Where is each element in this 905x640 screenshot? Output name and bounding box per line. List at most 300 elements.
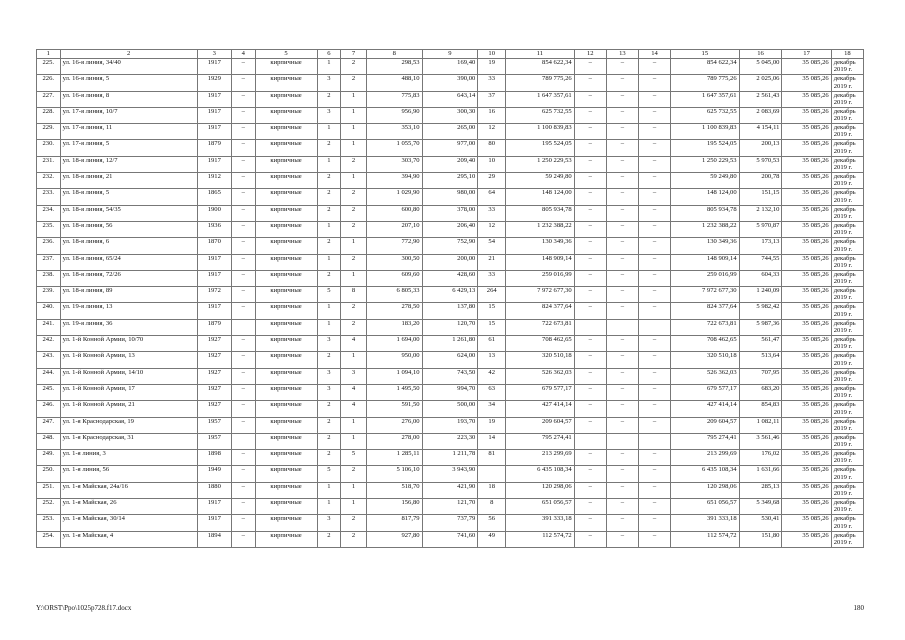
table-cell: – (606, 156, 638, 172)
table-cell: 148 124,00 (506, 189, 575, 205)
table-cell: 1880 (197, 482, 231, 498)
table-cell: кирпичные (255, 270, 317, 286)
table-cell: 2 (341, 59, 367, 75)
table-cell: – (606, 205, 638, 221)
table-cell: 2 (317, 189, 341, 205)
table-cell: 1929 (197, 75, 231, 91)
table-cell: – (606, 531, 638, 547)
column-number: 18 (831, 50, 863, 59)
table-cell (231, 433, 255, 449)
table-cell: – (638, 238, 670, 254)
table-cell: 824 377,64 (671, 303, 740, 319)
table-cell: 1927 (197, 401, 231, 417)
table-cell (574, 433, 606, 449)
table-cell: – (231, 107, 255, 123)
table-cell: – (574, 352, 606, 368)
table-cell: 3 (341, 368, 367, 384)
table-cell: 2 (341, 303, 367, 319)
table-cell: 854 622,34 (506, 59, 575, 75)
table-cell: ул. 1-я Краснодарская, 31 (60, 433, 197, 449)
table-cell: 300,50 (366, 254, 422, 270)
table-cell: 195 524,05 (671, 140, 740, 156)
table-cell: 1917 (197, 303, 231, 319)
table-cell: – (231, 59, 255, 75)
table-cell: 1 (341, 140, 367, 156)
table-cell: – (231, 499, 255, 515)
table-cell: 35 085,26 (782, 450, 831, 466)
table-cell: 980,00 (422, 189, 478, 205)
table-cell: 1 094,10 (366, 368, 422, 384)
table-cell: 206,40 (422, 221, 478, 237)
table-cell: – (606, 499, 638, 515)
table-cell: кирпичные (255, 319, 317, 335)
table-cell: 295,10 (422, 173, 478, 189)
table-cell: 1879 (197, 140, 231, 156)
column-number: 8 (366, 50, 422, 59)
table-cell: 37 (478, 91, 506, 107)
table-row (37, 124, 864, 140)
table-cell: – (638, 515, 670, 531)
table-cell: кирпичные (255, 91, 317, 107)
table-cell: 225. (37, 59, 61, 75)
table-cell: ул. 19-я линия, 36 (60, 319, 197, 335)
table-cell: 2 (341, 221, 367, 237)
table-cell: 35 085,26 (782, 254, 831, 270)
table-cell: 148 909,14 (671, 254, 740, 270)
table-cell: ул. 18-я линия, 89 (60, 287, 197, 303)
table-cell: 2 (317, 238, 341, 254)
table-cell: декабрь 2019 г. (831, 482, 863, 498)
table-cell: 148 124,00 (671, 189, 740, 205)
table-cell: декабрь 2019 г. (831, 384, 863, 400)
table-cell: 683,20 (739, 384, 782, 400)
table-cell: – (606, 107, 638, 123)
table-cell: 1 (317, 303, 341, 319)
table-cell: 651 056,57 (506, 499, 575, 515)
table-cell: – (231, 238, 255, 254)
table-cell: 156,80 (366, 499, 422, 515)
table-cell: 391 333,18 (506, 515, 575, 531)
table-cell: 183,20 (366, 319, 422, 335)
table-cell: 35 085,26 (782, 156, 831, 172)
table-cell: – (638, 352, 670, 368)
table-cell: декабрь 2019 г. (831, 107, 863, 123)
table-cell: 1 (341, 173, 367, 189)
table-cell: 604,33 (739, 270, 782, 286)
table-cell: 1 694,00 (366, 336, 422, 352)
table-cell: ул. 17-я линия, 11 (60, 124, 197, 140)
table-row (37, 205, 864, 221)
table-cell: 2 (341, 189, 367, 205)
table-cell: 1 211,78 (422, 450, 478, 466)
table-cell: – (638, 59, 670, 75)
table-cell: ул. 1-й Конной Армии, 21 (60, 401, 197, 417)
table-cell: 226. (37, 75, 61, 91)
table-cell: – (574, 238, 606, 254)
table-cell: декабрь 2019 г. (831, 466, 863, 482)
table-cell: кирпичные (255, 433, 317, 449)
table-row (37, 319, 864, 335)
table-cell: ул. 18-я линия, 21 (60, 173, 197, 189)
table-cell: 1917 (197, 91, 231, 107)
table-cell: – (231, 482, 255, 498)
table-cell: 80 (478, 140, 506, 156)
table-cell: – (638, 173, 670, 189)
table-cell: кирпичные (255, 107, 317, 123)
table-cell: 1917 (197, 270, 231, 286)
table-cell: 6 429,13 (422, 287, 478, 303)
table-cell: – (606, 254, 638, 270)
table-cell: – (231, 91, 255, 107)
table-row (37, 401, 864, 417)
table-cell (606, 319, 638, 335)
table-cell: ул. 1-я линия, 56 (60, 466, 197, 482)
table-cell: 64 (478, 189, 506, 205)
table-cell: 200,13 (739, 140, 782, 156)
table-cell: 391 333,18 (671, 515, 740, 531)
table-cell: 1917 (197, 59, 231, 75)
table-cell: 35 085,26 (782, 531, 831, 547)
table-header (37, 50, 864, 59)
table-row (37, 368, 864, 384)
column-number: 14 (638, 50, 670, 59)
table-cell: 1912 (197, 173, 231, 189)
table-cell: ул. 1-я Майская, 26 (60, 499, 197, 515)
table-cell: 33 (478, 75, 506, 91)
column-number: 4 (231, 50, 255, 59)
table-cell: – (574, 91, 606, 107)
table-row (37, 189, 864, 205)
table-cell: декабрь 2019 г. (831, 499, 863, 515)
table-cell: 35 085,26 (782, 499, 831, 515)
table-cell: 3 (317, 107, 341, 123)
table-cell: – (638, 303, 670, 319)
table-cell: 1 647 357,61 (506, 91, 575, 107)
table-cell: – (231, 515, 255, 531)
table-cell: 5 106,10 (366, 466, 422, 482)
table-cell: 1 631,66 (739, 466, 782, 482)
table-cell: – (606, 482, 638, 498)
table-cell: кирпичные (255, 352, 317, 368)
table-cell: 244. (37, 368, 61, 384)
table-cell: 151,15 (739, 189, 782, 205)
table-cell: 3 (317, 384, 341, 400)
table-cell: 1 (341, 124, 367, 140)
table-cell: 805 934,78 (671, 205, 740, 221)
table-cell: 300,30 (422, 107, 478, 123)
table-row (37, 450, 864, 466)
table-cell: 1949 (197, 466, 231, 482)
column-number: 7 (341, 50, 367, 59)
table-cell: 49 (478, 531, 506, 547)
table-cell: 1 240,09 (739, 287, 782, 303)
table-cell: 227. (37, 91, 61, 107)
table-cell: – (638, 221, 670, 237)
table-cell: 56 (478, 515, 506, 531)
table-cell: 1917 (197, 515, 231, 531)
table-cell: 744,55 (739, 254, 782, 270)
table-cell: 173,13 (739, 238, 782, 254)
table-row (37, 433, 864, 449)
table-row (37, 303, 864, 319)
table-cell: 5 349,68 (739, 499, 782, 515)
table-cell: – (231, 140, 255, 156)
table-cell: – (638, 287, 670, 303)
table-cell: 7 972 677,30 (506, 287, 575, 303)
table-cell: 81 (478, 450, 506, 466)
table-cell: 4 (341, 401, 367, 417)
table-cell: 1 (317, 59, 341, 75)
table-cell: декабрь 2019 г. (831, 515, 863, 531)
table-cell: – (638, 91, 670, 107)
table-cell: 2 025,06 (739, 75, 782, 91)
table-cell: 4 154,11 (739, 124, 782, 140)
table-cell: кирпичные (255, 417, 317, 433)
table-cell: кирпичные (255, 238, 317, 254)
table-cell: – (231, 352, 255, 368)
table-cell: декабрь 2019 г. (831, 417, 863, 433)
table-cell: 1 647 357,61 (671, 91, 740, 107)
table-cell (231, 319, 255, 335)
table-cell: 1 (341, 499, 367, 515)
table-cell: 1936 (197, 221, 231, 237)
table-cell: 249. (37, 450, 61, 466)
table-cell: 679 577,17 (506, 384, 575, 400)
table-row (37, 287, 864, 303)
table-cell: 264 (478, 287, 506, 303)
table-cell: 35 085,26 (782, 482, 831, 498)
table-cell: 500,00 (422, 401, 478, 417)
column-number: 15 (671, 50, 740, 59)
table-cell: 245. (37, 384, 61, 400)
table-cell: 35 085,26 (782, 401, 831, 417)
table-cell: 1 055,70 (366, 140, 422, 156)
table-cell: декабрь 2019 г. (831, 450, 863, 466)
table-cell: 33 (478, 205, 506, 221)
table-cell: 121,70 (422, 499, 478, 515)
table-cell: 15 (478, 319, 506, 335)
table-row (37, 499, 864, 515)
table-cell: 956,90 (366, 107, 422, 123)
table-cell: декабрь 2019 г. (831, 303, 863, 319)
table-cell: кирпичные (255, 140, 317, 156)
table-cell: 824 377,64 (506, 303, 575, 319)
table-cell: 2 (317, 433, 341, 449)
table-cell: 3 561,46 (739, 433, 782, 449)
table-cell: кирпичные (255, 384, 317, 400)
table-cell: 236. (37, 238, 61, 254)
table-cell: 854,83 (739, 401, 782, 417)
table-cell: – (574, 303, 606, 319)
table-cell: – (574, 173, 606, 189)
table-cell: – (638, 417, 670, 433)
table-cell: 1 495,50 (366, 384, 422, 400)
table-cell: 4 (341, 336, 367, 352)
table-row (37, 107, 864, 123)
table-cell (606, 433, 638, 449)
document-sheet (36, 49, 864, 548)
table-cell: кирпичные (255, 189, 317, 205)
table-cell: – (574, 466, 606, 482)
table-cell: 13 (478, 352, 506, 368)
table-cell: 2 (341, 75, 367, 91)
table-cell: 1 232 388,22 (671, 221, 740, 237)
table-cell: 19 (478, 59, 506, 75)
table-cell: 200,00 (422, 254, 478, 270)
table-cell: 320 510,18 (506, 352, 575, 368)
table-cell: – (231, 156, 255, 172)
table-cell: ул. 1-й Конной Армии, 14/10 (60, 368, 197, 384)
table-cell: 250. (37, 466, 61, 482)
table-cell: 248. (37, 433, 61, 449)
table-cell: ул. 16-я линия, 34/40 (60, 59, 197, 75)
table-cell: – (231, 287, 255, 303)
table-cell: 10 (478, 156, 506, 172)
table-cell: 561,47 (739, 336, 782, 352)
table-cell: – (638, 499, 670, 515)
column-number: 10 (478, 50, 506, 59)
table-cell: 112 574,72 (506, 531, 575, 547)
table-cell: 278,50 (366, 303, 422, 319)
table-cell: 805 934,78 (506, 205, 575, 221)
table-cell: 35 085,26 (782, 107, 831, 123)
table-cell: 193,70 (422, 417, 478, 433)
table-cell: декабрь 2019 г. (831, 368, 863, 384)
table-cell: – (638, 189, 670, 205)
table-cell: – (606, 303, 638, 319)
column-number: 11 (506, 50, 575, 59)
table-cell: – (638, 401, 670, 417)
table-cell: ул. 17-я линия, 10/7 (60, 107, 197, 123)
table-cell: – (606, 59, 638, 75)
table-cell: 708 462,65 (671, 336, 740, 352)
table-cell: 2 (317, 401, 341, 417)
table-cell: 247. (37, 417, 61, 433)
table-cell: – (231, 270, 255, 286)
table-row (37, 238, 864, 254)
table-cell: 394,90 (366, 173, 422, 189)
table-cell: 1 (341, 91, 367, 107)
table-cell: – (638, 368, 670, 384)
table-cell: 19 (478, 417, 506, 433)
table-cell: 35 085,26 (782, 124, 831, 140)
table-cell (638, 319, 670, 335)
table-cell: кирпичные (255, 221, 317, 237)
table-cell: 1 029,90 (366, 189, 422, 205)
table-cell: 130 349,36 (506, 238, 575, 254)
table-cell: – (606, 368, 638, 384)
table-cell: – (574, 270, 606, 286)
table-cell: декабрь 2019 г. (831, 91, 863, 107)
table-cell: декабрь 2019 г. (831, 254, 863, 270)
table-cell: – (574, 417, 606, 433)
table-cell: кирпичные (255, 59, 317, 75)
table-cell: – (574, 336, 606, 352)
table-cell: 2 (317, 352, 341, 368)
table-cell: 1 (341, 238, 367, 254)
table-cell: ул. 1-я Майская, 4 (60, 531, 197, 547)
table-cell: – (638, 531, 670, 547)
table-cell: декабрь 2019 г. (831, 189, 863, 205)
table-cell: 1 100 839,83 (506, 124, 575, 140)
table-cell: 120 298,06 (506, 482, 575, 498)
table-cell: 176,02 (739, 450, 782, 466)
table-cell: 3 (317, 368, 341, 384)
table-cell: 228. (37, 107, 61, 123)
table-cell: – (231, 336, 255, 352)
table-cell: 1879 (197, 319, 231, 335)
table-cell: 2 (317, 205, 341, 221)
table-cell: 209 604,57 (671, 417, 740, 433)
table-cell: 1 (341, 107, 367, 123)
table-cell: 35 085,26 (782, 205, 831, 221)
table-cell: 1 (317, 156, 341, 172)
table-cell: 3 (317, 336, 341, 352)
table-cell: 488,10 (366, 75, 422, 91)
table-cell: 526 362,03 (671, 368, 740, 384)
table-cell: 35 085,26 (782, 91, 831, 107)
table-cell: кирпичные (255, 450, 317, 466)
table-cell: 169,40 (422, 59, 478, 75)
table-cell: 977,00 (422, 140, 478, 156)
table-cell: декабрь 2019 г. (831, 59, 863, 75)
table-cell: 679 577,17 (671, 384, 740, 400)
table-cell: 1865 (197, 189, 231, 205)
table-cell: 1 (341, 417, 367, 433)
table-row (37, 91, 864, 107)
column-number: 5 (255, 50, 317, 59)
table-cell: ул. 16-я линия, 8 (60, 91, 197, 107)
table-cell: 927,80 (366, 531, 422, 547)
table-cell: 1 250 229,53 (671, 156, 740, 172)
table-cell: 1 (341, 352, 367, 368)
table-cell (478, 466, 506, 482)
table-cell: 817,79 (366, 515, 422, 531)
table-cell: – (638, 140, 670, 156)
table-cell: 950,00 (366, 352, 422, 368)
table-cell: ул. 1-й Конной Армии, 13 (60, 352, 197, 368)
table-cell: 2 (317, 91, 341, 107)
table-cell: – (574, 189, 606, 205)
table-cell: 1 100 839,83 (671, 124, 740, 140)
table-cell: декабрь 2019 г. (831, 319, 863, 335)
table-cell: 35 085,26 (782, 368, 831, 384)
table-cell: кирпичные (255, 156, 317, 172)
table-cell: 6 435 108,34 (506, 466, 575, 482)
housing-table (36, 49, 864, 548)
table-cell: 7 972 677,30 (671, 287, 740, 303)
table-cell: 2 (341, 515, 367, 531)
table-cell: – (574, 368, 606, 384)
table-row (37, 156, 864, 172)
table-cell: ул. 18-я линия, 72/26 (60, 270, 197, 286)
table-cell: 1 (317, 124, 341, 140)
table-cell: 518,70 (366, 482, 422, 498)
table-cell: 240. (37, 303, 61, 319)
table-cell: 2 (341, 205, 367, 221)
table-cell: 42 (478, 368, 506, 384)
table-cell: – (574, 450, 606, 466)
column-number: 3 (197, 50, 231, 59)
table-cell: 4 (341, 384, 367, 400)
table-cell: 421,90 (422, 482, 478, 498)
table-cell: 625 732,55 (671, 107, 740, 123)
table-cell: 239. (37, 287, 61, 303)
table-cell: – (606, 450, 638, 466)
table-cell: – (606, 401, 638, 417)
table-cell: – (638, 384, 670, 400)
table-row (37, 352, 864, 368)
